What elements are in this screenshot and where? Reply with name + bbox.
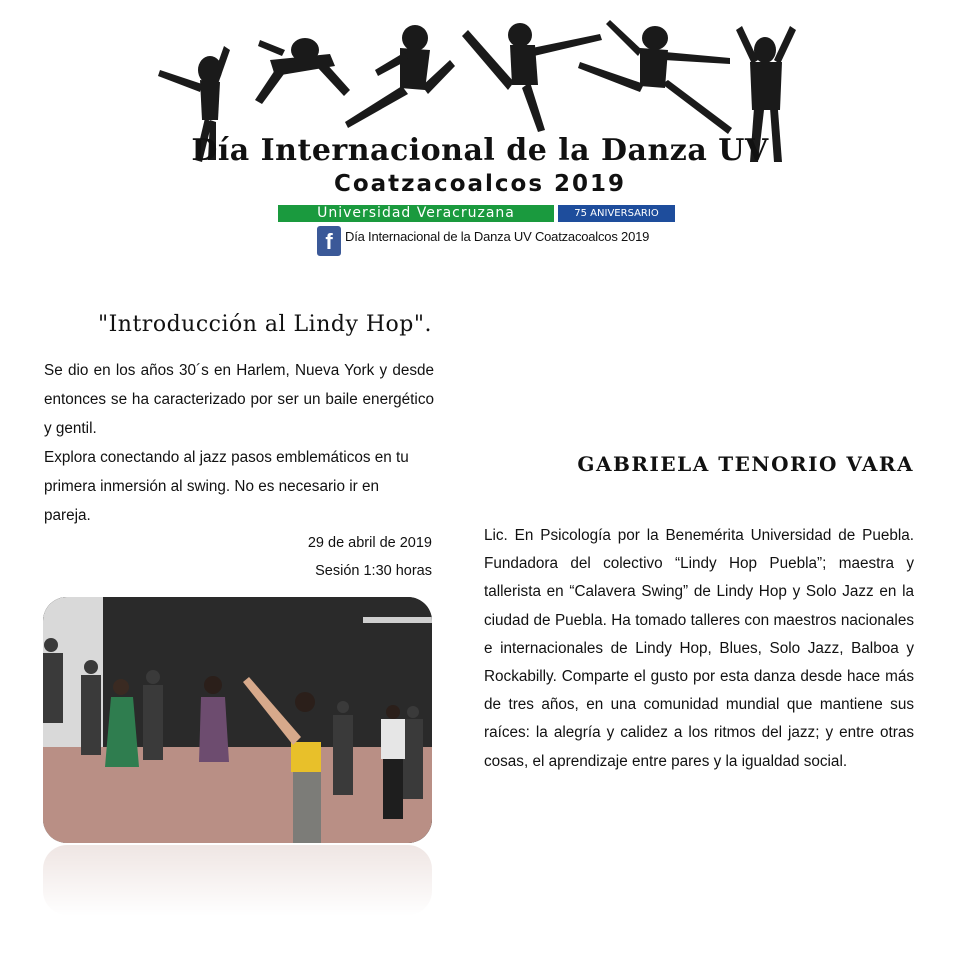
dancer-silhouette	[578, 20, 732, 134]
workshop-description-history: Se dio en los años 30´s en Harlem, Nueva York y desde entonces se ha caracterizado por ser un baile energético y gentil.	[44, 362, 434, 437]
dancer-silhouette	[462, 23, 602, 132]
dancer-silhouette	[345, 25, 455, 128]
workshop-duration: Sesión 1:30 horas	[315, 563, 432, 579]
facebook-icon[interactable]: f	[317, 226, 341, 256]
event-subtitle: Coatzacoalcos 2019	[333, 171, 627, 197]
anniversary-badge: 75 ANIVERSARIO	[558, 205, 675, 222]
workshop-description	[44, 356, 434, 530]
workshop-schedule	[44, 529, 432, 585]
dance-class-photo	[43, 597, 432, 843]
workshop-description-invite: Explora conectando al jazz pasos emblemáticos en tu primera inmersión al swing. No es necesario ir en pareja.	[44, 449, 409, 524]
workshop-date: 29 de abril de 2019	[307, 535, 432, 551]
instructor-bio: Lic. En Psicología por la Benemérita Universidad de Puebla. Fundadora del colectivo “Lindy Hop Puebla”; maestra y tallerista en “Calavera Swing” de Lindy Hop y Solo Jazz en la ciudad de Puebla. Ha tomado talleres con maestros nacionales e internacionales de Lindy Hop, Blues, Solo Jazz, Balboa y Rockabilly. Comparte el gusto por esta danza desde hace más de tres años, en una comunidad mundial que mantiene sus raíces: la alegría y calidez a los ritmos del jazz; y entre otras cosas, el aprendizaje entre pares y la igualdad social.	[484, 527, 914, 770]
university-banner: Universidad Veracruzana	[278, 205, 554, 222]
event-title: Día Internacional de la Danza UV	[191, 133, 769, 168]
photo-reflection	[43, 845, 432, 915]
facebook-page-name[interactable]: Día Internacional de la Danza UV Coatzacoalcos 2019	[345, 229, 650, 244]
instructor-name: GABRIELA TENORIO VARA	[577, 452, 914, 476]
workshop-title: "Introducción al Lindy Hop".	[97, 312, 432, 337]
dancer-silhouette	[255, 38, 350, 104]
